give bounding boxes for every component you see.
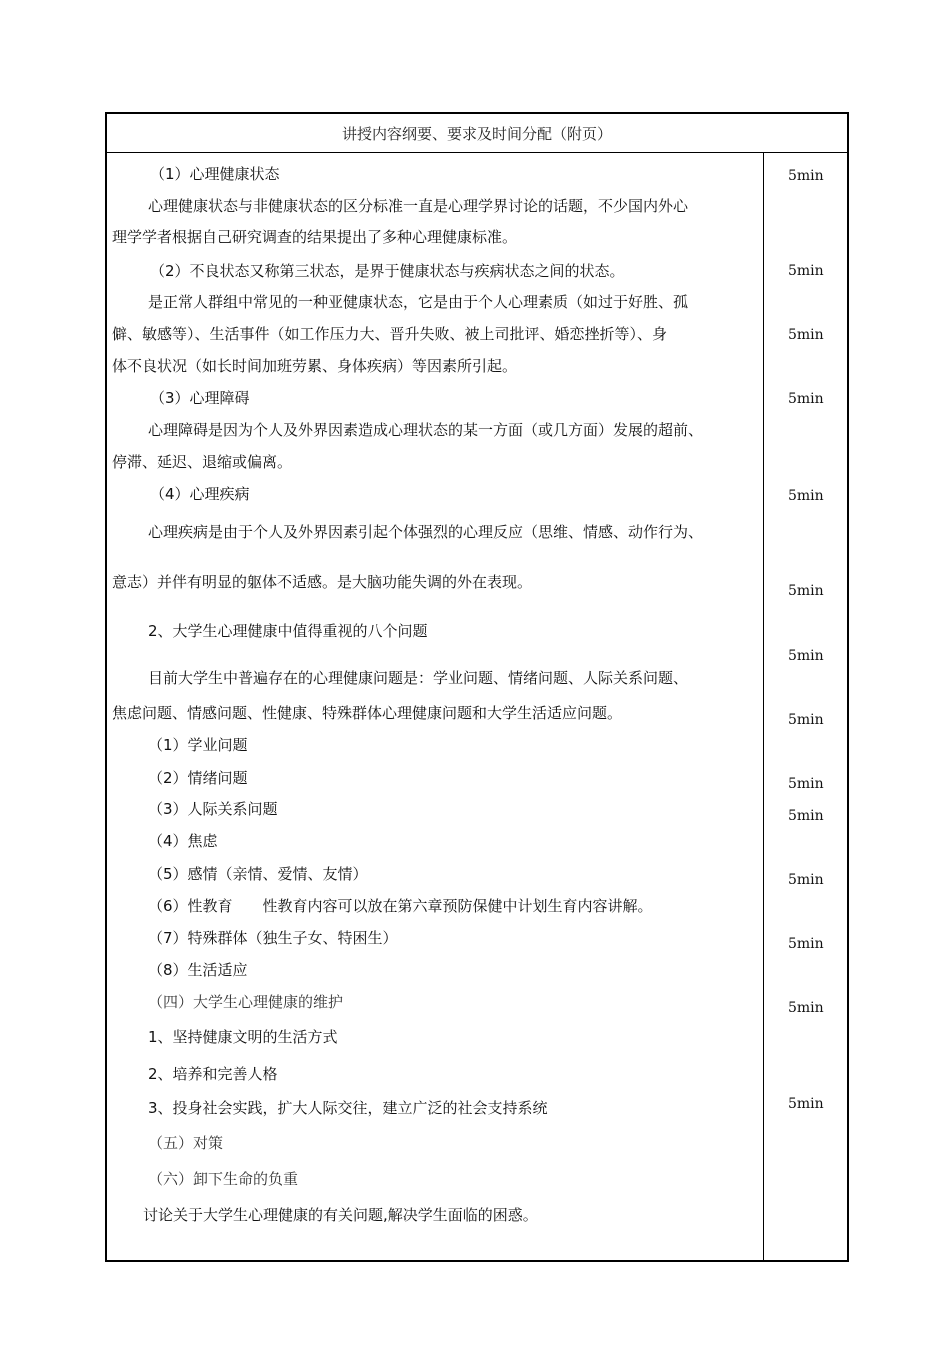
content-line: （3）人际关系问题	[148, 800, 278, 818]
content-line: 2、大学生心理健康中值得重视的八个问题	[148, 622, 428, 640]
time-cell: 5min	[788, 808, 824, 824]
content-line: （1）学业问题	[148, 736, 248, 754]
time-cell: 5min	[788, 1000, 824, 1016]
content-line: 僻、敏感等）、生活事件（如工作压力大、晋升失败、被上司批评、婚恋挫折等）、身	[112, 325, 668, 343]
time-cell: 5min	[788, 488, 824, 504]
content-line: 心理健康状态与非健康状态的区分标准一直是心理学界讨论的话题，不少国内外心	[148, 197, 689, 215]
time-cell: 5min	[788, 263, 824, 279]
content-line: （7）特殊群体（独生子女、特困生）	[148, 929, 398, 947]
content-line: 3、投身社会实践，扩大人际交往，建立广泛的社会支持系统	[148, 1099, 548, 1117]
time-cell: 5min	[788, 872, 824, 888]
content-line: 焦虑问题、情感问题、性健康、特殊群体心理健康问题和大学生活适应问题。	[112, 704, 623, 722]
content-line: 讨论关于大学生心理健康的有关问题,解决学生面临的困惑。	[143, 1206, 538, 1224]
content-line: （1）心理健康状态	[150, 165, 280, 183]
content-line: （8）生活适应	[148, 961, 248, 979]
time-cell: 5min	[788, 168, 824, 184]
time-cell: 5min	[788, 648, 824, 664]
time-cell: 5min	[788, 1096, 824, 1112]
time-cell: 5min	[788, 936, 824, 952]
table-header: 讲授内容纲要、要求及时间分配（附页）	[107, 114, 847, 153]
content-line: 2、培养和完善人格	[148, 1065, 278, 1083]
content-line: 是正常人群组中常见的一种亚健康状态，它是由于个人心理素质（如过于好胜、孤	[148, 293, 689, 311]
section-heading: （六）卸下生命的负重	[148, 1170, 299, 1188]
content-line: 目前大学生中普遍存在的心理健康问题是：学业问题、情绪问题、人际关系问题、	[148, 669, 689, 687]
content-line: 停滞、延迟、退缩或偏离。	[112, 453, 293, 471]
content-line: 体不良状况（如长时间加班劳累、身体疾病）等因素所引起。	[112, 357, 518, 375]
content-line: 1、坚持健康文明的生活方式	[148, 1028, 338, 1046]
content-line: （5）感情（亲情、爱情、友情）	[148, 865, 368, 883]
content-line: （2）不良状态又称第三状态，是界于健康状态与疾病状态之间的状态。	[150, 262, 625, 280]
section-heading: （五）对策	[148, 1134, 224, 1152]
time-cell: 5min	[788, 776, 824, 792]
content-line: （3）心理障碍	[150, 389, 250, 407]
column-divider	[763, 153, 764, 1260]
time-cell: 5min	[788, 712, 824, 728]
content-line: 意志）并伴有明显的躯体不适感。是大脑功能失调的外在表现。	[112, 573, 533, 591]
content-line: 心理疾病是由于个人及外界因素引起个体强烈的心理反应（思维、情感、动作行为、	[148, 523, 704, 541]
section-heading: （四）大学生心理健康的维护	[148, 993, 344, 1011]
content-line: （2）情绪问题	[148, 769, 248, 787]
content-line: 理学学者根据自己研究调查的结果提出了多种心理健康标准。	[112, 228, 518, 246]
content-line: （4）心理疾病	[150, 485, 250, 503]
time-cell: 5min	[788, 391, 824, 407]
time-cell: 5min	[788, 327, 824, 343]
content-line: （6）性教育 性教育内容可以放在第六章预防保健中计划生育内容讲解。	[148, 897, 653, 915]
time-cell: 5min	[788, 583, 824, 599]
content-line: 心理障碍是因为个人及外界因素造成心理状态的某一方面（或几方面）发展的超前、	[148, 421, 704, 439]
content-line: （4）焦虑	[148, 832, 218, 850]
